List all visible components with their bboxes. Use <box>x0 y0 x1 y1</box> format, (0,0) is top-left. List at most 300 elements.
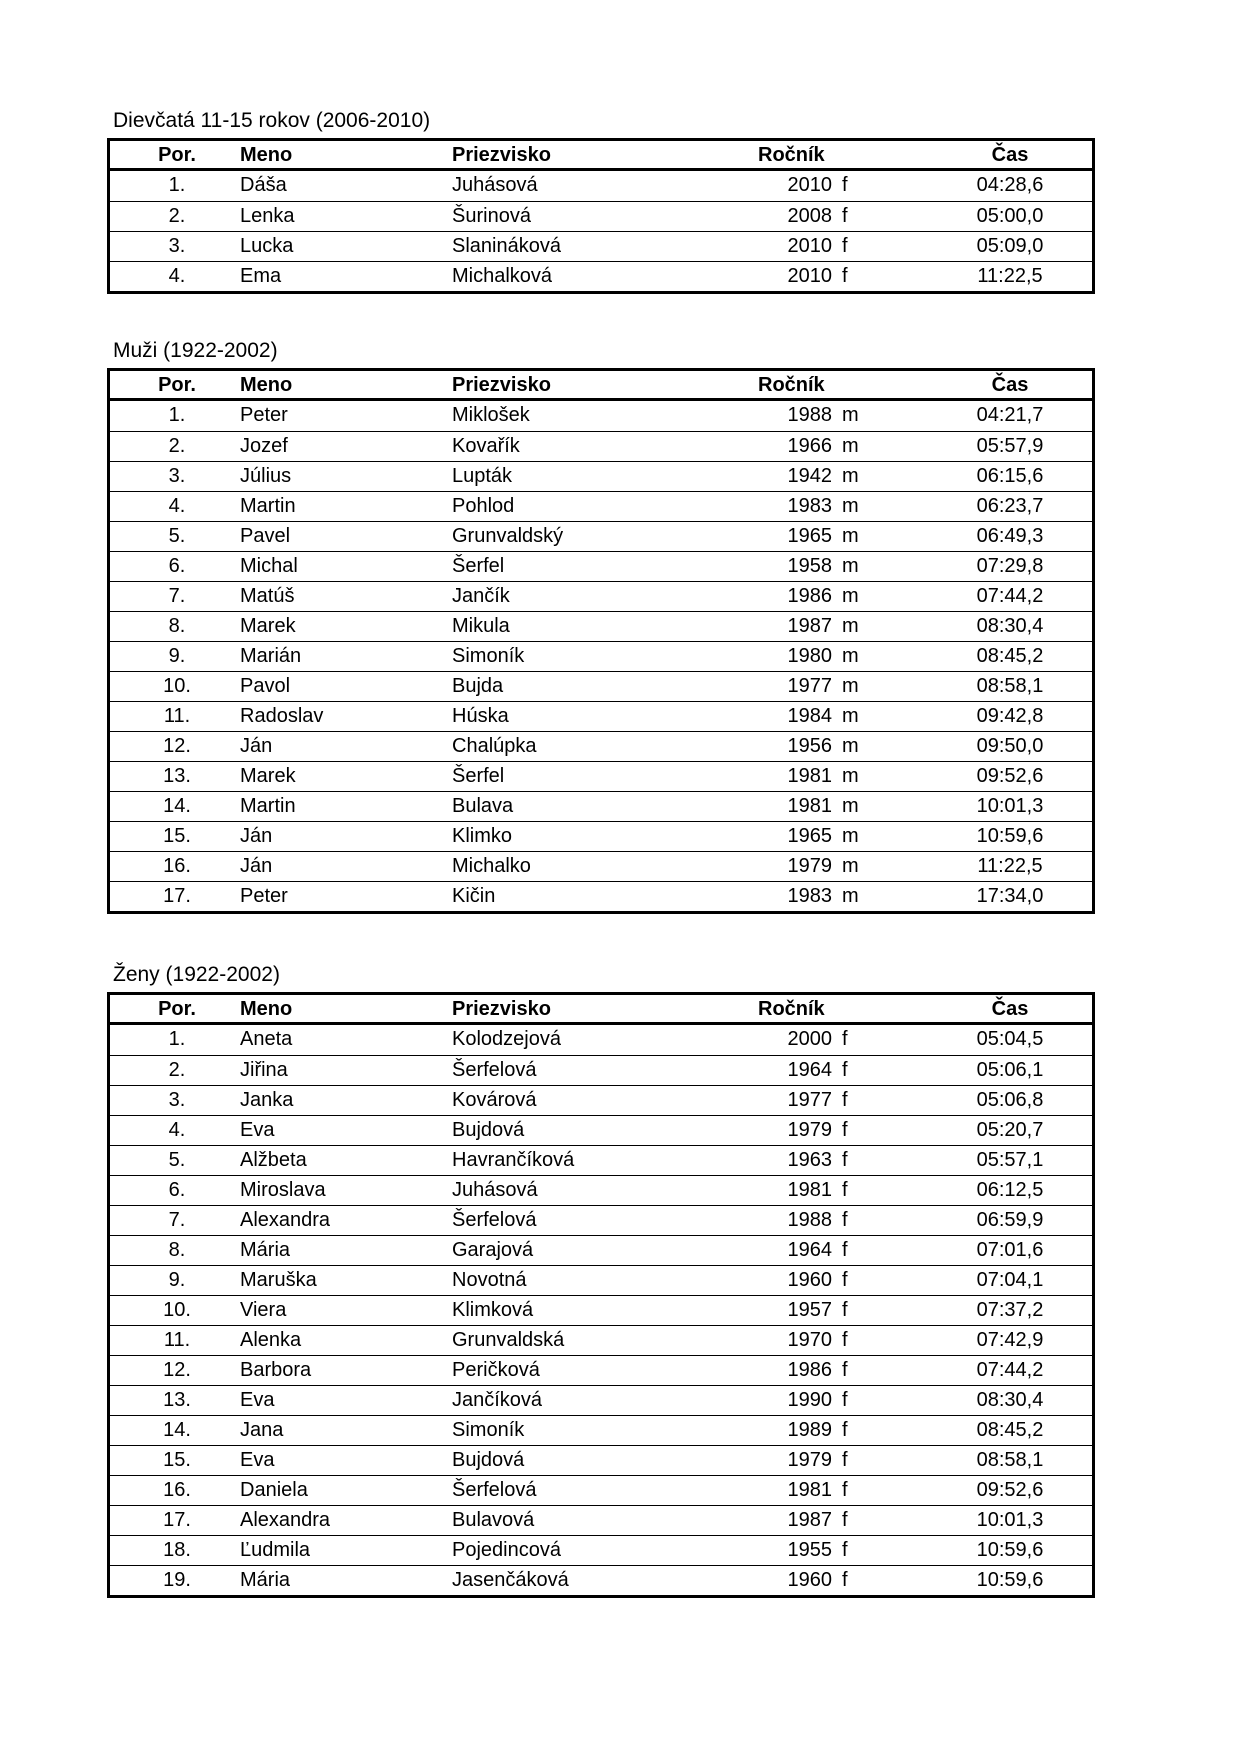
table-row <box>110 701 1092 731</box>
cell-cas: 05:57,1 <box>976 1149 1044 1171</box>
cell-meno: Dáša <box>240 174 287 196</box>
cell-sex: f <box>842 205 848 227</box>
cell-sex: f <box>842 1389 848 1411</box>
table-row <box>110 491 1092 521</box>
cell-por: 15. <box>163 1449 191 1471</box>
cell-meno: Alexandra <box>240 1509 331 1531</box>
cell-priezvisko: Šerfel <box>452 765 505 787</box>
cell-cas: 05:57,9 <box>976 435 1044 457</box>
cell-priezvisko: Šurinová <box>452 205 531 227</box>
cell-por: 17. <box>163 885 191 907</box>
table-row <box>110 201 1092 231</box>
cell-por: 2. <box>168 1059 186 1081</box>
cell-meno: Ján <box>240 735 273 757</box>
cell-priezvisko: Bujdová <box>452 1449 525 1471</box>
cell-year: 1977 <box>787 675 832 697</box>
results-table <box>107 138 1095 294</box>
table-row <box>110 521 1092 551</box>
cell-meno: Michal <box>240 555 298 577</box>
cell-priezvisko: Klimko <box>452 825 513 847</box>
cell-year: 1956 <box>787 735 832 757</box>
cell-year: 1987 <box>787 1509 832 1531</box>
cell-cas: 06:59,9 <box>976 1209 1044 1231</box>
section-title: Dievčatá 11-15 rokov (2006-2010) <box>113 109 431 132</box>
cell-por: 10. <box>163 675 191 697</box>
table-row <box>110 231 1092 261</box>
cell-priezvisko: Novotná <box>452 1269 527 1291</box>
cell-year: 1958 <box>787 555 832 577</box>
cell-year: 1970 <box>787 1329 832 1351</box>
cell-priezvisko: Michalko <box>452 855 531 877</box>
cell-year: 2010 <box>787 235 832 257</box>
cell-priezvisko: Bulavová <box>452 1509 535 1531</box>
table-row <box>110 791 1092 821</box>
cell-por: 4. <box>168 495 186 517</box>
cell-sex: m <box>842 435 859 457</box>
cell-sex: m <box>842 555 859 577</box>
table-row <box>110 1535 1092 1565</box>
cell-cas: 10:59,6 <box>976 1569 1044 1591</box>
cell-cas: 10:01,3 <box>976 1509 1044 1531</box>
cell-cas: 05:04,5 <box>976 1028 1044 1050</box>
cell-cas: 06:23,7 <box>976 495 1044 517</box>
cell-cas: 05:06,8 <box>976 1089 1044 1111</box>
cell-sex: f <box>842 1509 848 1531</box>
table-row <box>110 461 1092 491</box>
cell-priezvisko: Simoník <box>452 645 525 667</box>
cell-sex: f <box>842 1239 848 1261</box>
table-row <box>110 1055 1092 1085</box>
cell-cas: 08:58,1 <box>976 675 1044 697</box>
cell-year: 1964 <box>787 1059 832 1081</box>
cell-year: 1981 <box>787 765 832 787</box>
cell-por: 16. <box>163 1479 191 1501</box>
header-meno: Meno <box>240 374 293 396</box>
cell-por: 7. <box>168 585 186 607</box>
cell-year: 1955 <box>787 1539 832 1561</box>
cell-meno: Jozef <box>240 435 288 457</box>
cell-year: 1990 <box>787 1389 832 1411</box>
cell-por: 19. <box>163 1569 191 1591</box>
cell-year: 1987 <box>787 615 832 637</box>
table-row <box>110 401 1092 431</box>
cell-priezvisko: Garajová <box>452 1239 534 1261</box>
cell-priezvisko: Michalková <box>452 265 553 287</box>
cell-priezvisko: Klimková <box>452 1299 534 1321</box>
cell-priezvisko: Šerfelová <box>452 1479 537 1501</box>
header-por: Por. <box>158 998 196 1020</box>
cell-por: 5. <box>168 1149 186 1171</box>
cell-por: 8. <box>168 1239 186 1261</box>
cell-priezvisko: Havrančíková <box>452 1149 575 1171</box>
cell-sex: f <box>842 1419 848 1441</box>
cell-meno: Martin <box>240 795 296 817</box>
table-row <box>110 1355 1092 1385</box>
cell-cas: 06:49,3 <box>976 525 1044 547</box>
cell-meno: Marián <box>240 645 302 667</box>
cell-sex: m <box>842 615 859 637</box>
cell-year: 2010 <box>787 265 832 287</box>
cell-meno: Pavol <box>240 675 291 697</box>
cell-sex: f <box>842 1449 848 1471</box>
cell-cas: 07:44,2 <box>976 585 1044 607</box>
cell-meno: Peter <box>240 885 288 907</box>
table-row <box>110 431 1092 461</box>
cell-year: 1986 <box>787 1359 832 1381</box>
header-rocnik: Ročník <box>758 998 825 1020</box>
cell-year: 1980 <box>787 645 832 667</box>
table-row <box>110 1325 1092 1355</box>
cell-cas: 10:59,6 <box>976 825 1044 847</box>
cell-priezvisko: Slanináková <box>452 235 561 257</box>
cell-priezvisko: Šerfelová <box>452 1059 537 1081</box>
cell-priezvisko: Lupták <box>452 465 513 487</box>
cell-cas: 11:22,5 <box>977 855 1043 877</box>
cell-meno: Lenka <box>240 205 295 227</box>
table-header-row <box>110 141 1092 171</box>
cell-por: 9. <box>168 1269 186 1291</box>
cell-sex: f <box>842 265 848 287</box>
table-row <box>110 1175 1092 1205</box>
table-row <box>110 761 1092 791</box>
cell-por: 11. <box>163 1329 191 1351</box>
cell-year: 2010 <box>787 174 832 196</box>
header-por: Por. <box>158 144 196 166</box>
cell-meno: Eva <box>240 1389 275 1411</box>
cell-sex: m <box>842 525 859 547</box>
cell-sex: f <box>842 1119 848 1141</box>
cell-priezvisko: Pojedincová <box>452 1539 561 1561</box>
cell-priezvisko: Húska <box>452 705 509 727</box>
cell-year: 1984 <box>787 705 832 727</box>
cell-year: 1960 <box>787 1569 832 1591</box>
cell-priezvisko: Šerfel <box>452 555 505 577</box>
cell-priezvisko: Jančíková <box>452 1389 543 1411</box>
cell-por: 3. <box>168 465 186 487</box>
cell-meno: Pavel <box>240 525 291 547</box>
table-row <box>110 171 1092 201</box>
table-header-row <box>110 995 1092 1025</box>
table-row <box>110 611 1092 641</box>
cell-sex: m <box>842 765 859 787</box>
table-row <box>110 671 1092 701</box>
cell-sex: f <box>842 1149 848 1171</box>
cell-meno: Alžbeta <box>240 1149 307 1171</box>
cell-cas: 07:29,8 <box>976 555 1044 577</box>
header-cas: Čas <box>991 144 1029 166</box>
cell-cas: 06:12,5 <box>976 1179 1044 1201</box>
table-row <box>110 1205 1092 1235</box>
cell-sex: m <box>842 855 859 877</box>
cell-sex: m <box>842 885 859 907</box>
cell-meno: Mária <box>240 1239 291 1261</box>
cell-por: 17. <box>163 1509 191 1531</box>
cell-sex: f <box>842 1059 848 1081</box>
cell-cas: 05:09,0 <box>976 235 1044 257</box>
table-row <box>110 1025 1092 1055</box>
table-row <box>110 1115 1092 1145</box>
cell-year: 1983 <box>787 885 832 907</box>
cell-year: 1965 <box>787 825 832 847</box>
cell-meno: Mária <box>240 1569 291 1591</box>
cell-cas: 09:42,8 <box>976 705 1044 727</box>
cell-por: 15. <box>163 825 191 847</box>
cell-meno: Barbora <box>240 1359 312 1381</box>
table-row <box>110 1235 1092 1265</box>
cell-priezvisko: Kolodzejová <box>452 1028 561 1050</box>
table-row <box>110 1475 1092 1505</box>
cell-cas: 09:52,6 <box>976 765 1044 787</box>
cell-cas: 08:45,2 <box>976 1419 1044 1441</box>
table-row <box>110 1265 1092 1295</box>
cell-por: 1. <box>168 174 186 196</box>
cell-priezvisko: Šerfelová <box>452 1209 537 1231</box>
cell-meno: Martin <box>240 495 296 517</box>
cell-cas: 09:52,6 <box>976 1479 1044 1501</box>
cell-por: 12. <box>163 735 191 757</box>
cell-meno: Aneta <box>240 1028 293 1050</box>
cell-sex: m <box>842 495 859 517</box>
cell-year: 1983 <box>787 495 832 517</box>
table-row <box>110 1445 1092 1475</box>
cell-sex: f <box>842 174 848 196</box>
section-title: Muži (1922-2002) <box>113 339 278 362</box>
cell-sex: m <box>842 795 859 817</box>
cell-sex: f <box>842 235 848 257</box>
cell-year: 1988 <box>787 404 832 426</box>
cell-por: 2. <box>168 205 186 227</box>
cell-sex: f <box>842 1089 848 1111</box>
cell-priezvisko: Kičin <box>452 885 496 907</box>
cell-meno: Jana <box>240 1419 284 1441</box>
cell-year: 1989 <box>787 1419 832 1441</box>
header-cas: Čas <box>991 374 1029 396</box>
cell-meno: Matúš <box>240 585 295 607</box>
cell-priezvisko: Pohlod <box>452 495 515 517</box>
cell-meno: Maruška <box>240 1269 317 1291</box>
cell-year: 1981 <box>787 795 832 817</box>
results-table <box>107 368 1095 914</box>
cell-meno: Daniela <box>240 1479 308 1501</box>
cell-year: 1965 <box>787 525 832 547</box>
cell-meno: Viera <box>240 1299 287 1321</box>
cell-sex: m <box>842 735 859 757</box>
section-title: Ženy (1922-2002) <box>113 963 280 986</box>
cell-priezvisko: Miklošek <box>452 404 530 426</box>
cell-meno: Jiřina <box>240 1059 288 1081</box>
cell-priezvisko: Juhásová <box>452 174 538 196</box>
table-row <box>110 581 1092 611</box>
table-header-row <box>110 371 1092 401</box>
cell-por: 7. <box>168 1209 186 1231</box>
cell-year: 1979 <box>787 1449 832 1471</box>
cell-por: 6. <box>168 1179 186 1201</box>
cell-por: 4. <box>168 265 186 287</box>
cell-cas: 07:01,6 <box>976 1239 1044 1261</box>
cell-meno: Ema <box>240 265 282 287</box>
results-table <box>107 992 1095 1598</box>
table-row <box>110 881 1092 911</box>
cell-por: 14. <box>163 795 191 817</box>
cell-priezvisko: Kovárová <box>452 1089 537 1111</box>
cell-meno: Eva <box>240 1449 275 1471</box>
table-row <box>110 1295 1092 1325</box>
cell-cas: 05:06,1 <box>976 1059 1044 1081</box>
header-cas: Čas <box>991 998 1029 1020</box>
table-row <box>110 1505 1092 1535</box>
cell-sex: m <box>842 585 859 607</box>
cell-cas: 10:01,3 <box>976 795 1044 817</box>
cell-por: 9. <box>168 645 186 667</box>
cell-sex: f <box>842 1479 848 1501</box>
cell-priezvisko: Jasenčáková <box>452 1569 569 1591</box>
cell-meno: Janka <box>240 1089 294 1111</box>
header-rocnik: Ročník <box>758 374 825 396</box>
cell-cas: 07:37,2 <box>976 1299 1044 1321</box>
cell-sex: f <box>842 1269 848 1291</box>
cell-meno: Ján <box>240 825 273 847</box>
cell-year: 1981 <box>787 1479 832 1501</box>
cell-meno: Eva <box>240 1119 275 1141</box>
cell-priezvisko: Chalúpka <box>452 735 537 757</box>
cell-priezvisko: Bulava <box>452 795 514 817</box>
cell-cas: 07:04,1 <box>976 1269 1044 1291</box>
cell-cas: 08:30,4 <box>976 615 1044 637</box>
cell-priezvisko: Grunvaldský <box>452 525 564 547</box>
cell-year: 1979 <box>787 855 832 877</box>
cell-por: 13. <box>163 765 191 787</box>
header-priezvisko: Priezvisko <box>452 144 551 166</box>
cell-meno: Miroslava <box>240 1179 326 1201</box>
cell-cas: 06:15,6 <box>976 465 1044 487</box>
cell-meno: Alexandra <box>240 1209 331 1231</box>
cell-cas: 05:20,7 <box>976 1119 1044 1141</box>
cell-priezvisko: Bujdová <box>452 1119 525 1141</box>
cell-por: 1. <box>168 404 186 426</box>
table-row <box>110 1085 1092 1115</box>
cell-priezvisko: Bujda <box>452 675 504 697</box>
cell-year: 1942 <box>787 465 832 487</box>
cell-priezvisko: Simoník <box>452 1419 525 1441</box>
cell-por: 14. <box>163 1419 191 1441</box>
cell-por: 3. <box>168 1089 186 1111</box>
cell-meno: Radoslav <box>240 705 324 727</box>
cell-sex: f <box>842 1569 848 1591</box>
cell-cas: 04:21,7 <box>976 404 1044 426</box>
table-row <box>110 551 1092 581</box>
cell-por: 3. <box>168 235 186 257</box>
cell-sex: f <box>842 1539 848 1561</box>
table-row <box>110 1415 1092 1445</box>
cell-meno: Marek <box>240 765 296 787</box>
header-por: Por. <box>158 374 196 396</box>
table-row <box>110 1145 1092 1175</box>
cell-priezvisko: Juhásová <box>452 1179 538 1201</box>
header-rocnik: Ročník <box>758 144 825 166</box>
cell-year: 2008 <box>787 205 832 227</box>
cell-sex: m <box>842 465 859 487</box>
cell-meno: Ján <box>240 855 273 877</box>
cell-year: 1964 <box>787 1239 832 1261</box>
cell-cas: 08:45,2 <box>976 645 1044 667</box>
cell-year: 1960 <box>787 1269 832 1291</box>
cell-year: 1988 <box>787 1209 832 1231</box>
cell-por: 2. <box>168 435 186 457</box>
cell-meno: Lucka <box>240 235 294 257</box>
cell-cas: 08:30,4 <box>976 1389 1044 1411</box>
cell-por: 1. <box>168 1028 186 1050</box>
header-priezvisko: Priezvisko <box>452 998 551 1020</box>
cell-year: 1979 <box>787 1119 832 1141</box>
table-row <box>110 1565 1092 1595</box>
table-row <box>110 261 1092 291</box>
cell-cas: 09:50,0 <box>976 735 1044 757</box>
cell-meno: Marek <box>240 615 296 637</box>
cell-cas: 08:58,1 <box>976 1449 1044 1471</box>
cell-year: 1977 <box>787 1089 832 1111</box>
cell-year: 1963 <box>787 1149 832 1171</box>
cell-sex: f <box>842 1359 848 1381</box>
cell-meno: Július <box>240 465 292 487</box>
table-row <box>110 851 1092 881</box>
cell-por: 5. <box>168 525 186 547</box>
table-row <box>110 731 1092 761</box>
cell-por: 12. <box>163 1359 191 1381</box>
cell-por: 13. <box>163 1389 191 1411</box>
cell-por: 8. <box>168 615 186 637</box>
cell-sex: m <box>842 645 859 667</box>
cell-cas: 07:44,2 <box>976 1359 1044 1381</box>
cell-cas: 11:22,5 <box>977 265 1043 287</box>
table-row <box>110 641 1092 671</box>
cell-meno: Peter <box>240 404 288 426</box>
cell-sex: m <box>842 675 859 697</box>
cell-sex: f <box>842 1329 848 1351</box>
cell-sex: f <box>842 1028 848 1050</box>
cell-por: 16. <box>163 855 191 877</box>
cell-sex: m <box>842 705 859 727</box>
cell-sex: m <box>842 404 859 426</box>
cell-sex: f <box>842 1299 848 1321</box>
cell-cas: 17:34,0 <box>976 885 1044 907</box>
cell-por: 6. <box>168 555 186 577</box>
header-meno: Meno <box>240 144 293 166</box>
cell-sex: f <box>842 1209 848 1231</box>
cell-priezvisko: Peričková <box>452 1359 540 1381</box>
cell-priezvisko: Mikula <box>452 615 510 637</box>
cell-year: 1986 <box>787 585 832 607</box>
cell-cas: 04:28,6 <box>976 174 1044 196</box>
table-row <box>110 1385 1092 1415</box>
cell-priezvisko: Grunvaldská <box>452 1329 565 1351</box>
cell-year: 2000 <box>787 1028 832 1050</box>
cell-meno: Alenka <box>240 1329 302 1351</box>
header-meno: Meno <box>240 998 293 1020</box>
header-priezvisko: Priezvisko <box>452 374 551 396</box>
cell-sex: f <box>842 1179 848 1201</box>
cell-cas: 05:00,0 <box>976 205 1044 227</box>
cell-por: 11. <box>163 705 191 727</box>
cell-year: 1966 <box>787 435 832 457</box>
cell-priezvisko: Kovařík <box>452 435 520 457</box>
cell-meno: Ľudmila <box>240 1539 311 1561</box>
cell-year: 1957 <box>787 1299 832 1321</box>
cell-por: 18. <box>163 1539 191 1561</box>
cell-year: 1981 <box>787 1179 832 1201</box>
cell-por: 4. <box>168 1119 186 1141</box>
cell-priezvisko: Jančík <box>452 585 510 607</box>
cell-cas: 07:42,9 <box>976 1329 1044 1351</box>
